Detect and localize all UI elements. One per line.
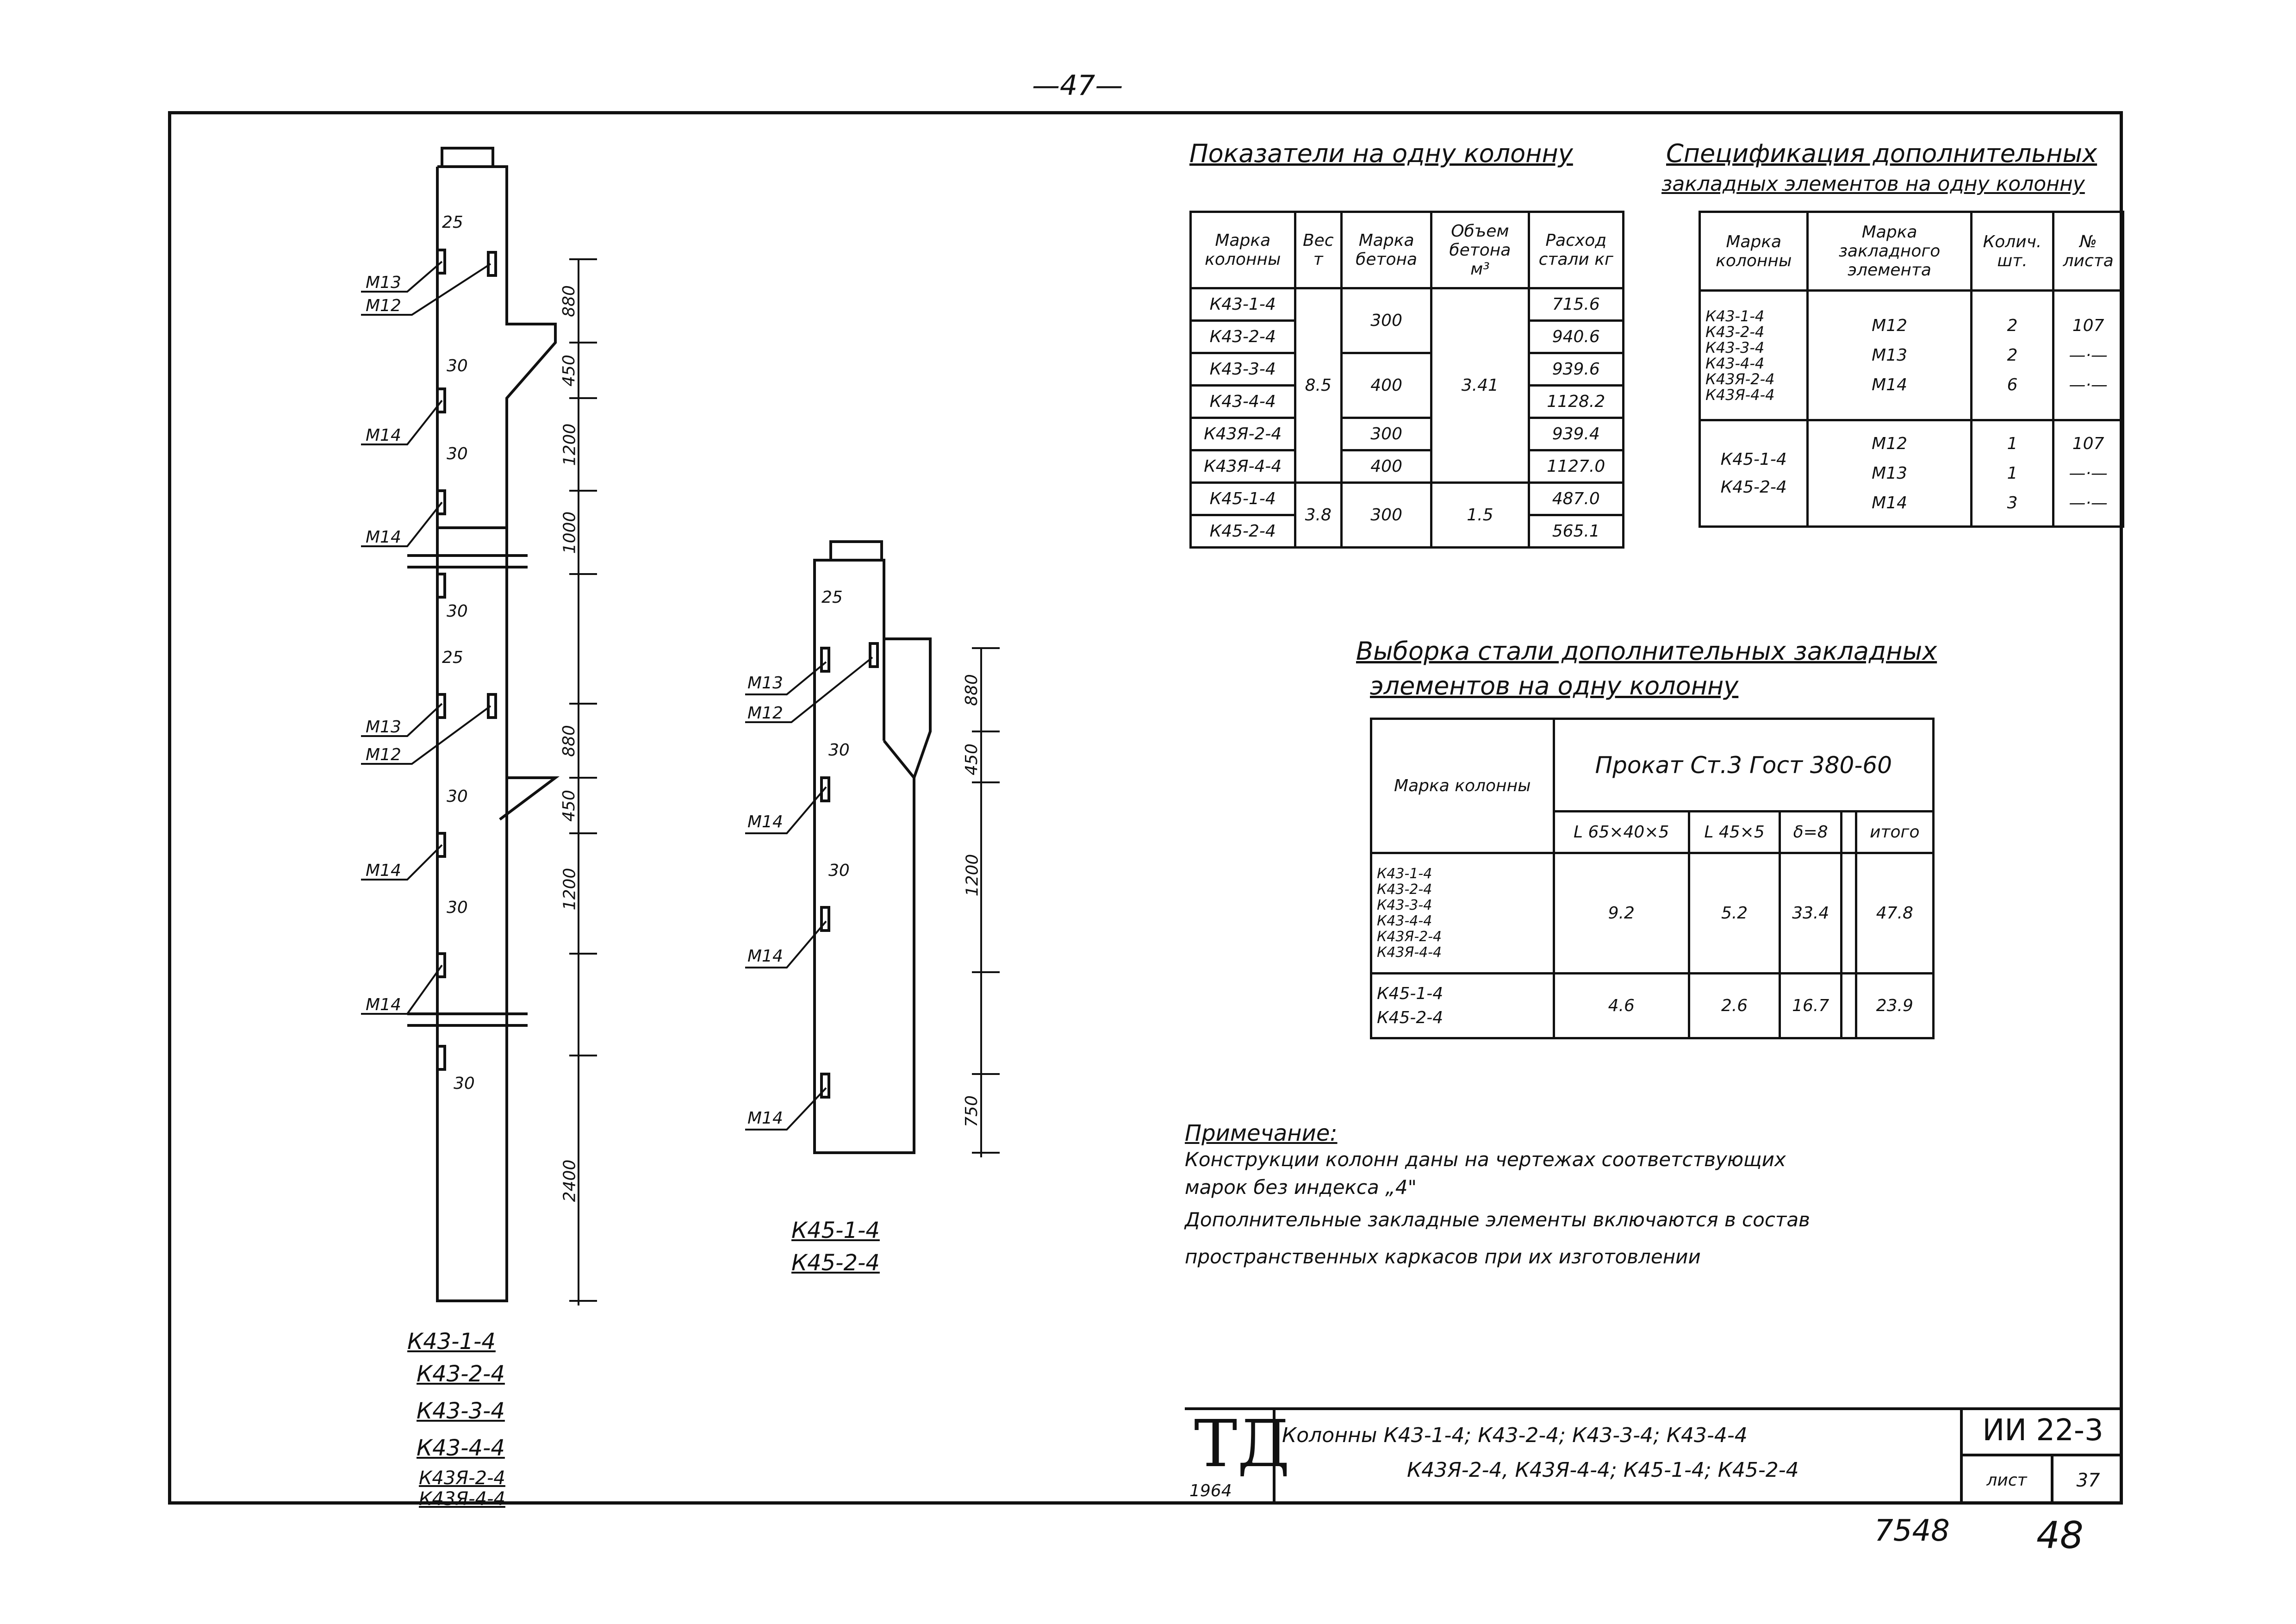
table-cell: 8.5: [1295, 288, 1342, 483]
spacing: 25: [442, 213, 463, 232]
dim: 450: [559, 790, 579, 822]
table-cell: 1: [2007, 434, 2018, 453]
label-m13: М13: [366, 273, 401, 292]
table-cell: 2: [2007, 316, 2018, 335]
mark-item: К43Я-2-4: [1377, 928, 1442, 945]
table-cell: 1127.0: [1529, 450, 1624, 483]
stamp-year: 1964: [1189, 1481, 1232, 1500]
table-cell: [1842, 974, 1856, 1038]
table-cell: 2: [2007, 345, 2018, 365]
left-column-cap: [442, 148, 493, 167]
table-cell: М12: [1872, 434, 1908, 453]
header-cell: Вес т: [1295, 212, 1342, 288]
mark-label: К43-3-4: [417, 1398, 505, 1424]
dim: 880: [559, 725, 579, 757]
table-cell: [1842, 853, 1856, 974]
mark-item: К43Я-4-4: [1705, 386, 1775, 404]
spec-title-2: закладных элементов на одну колонну: [1661, 172, 2085, 196]
table-cell: 300: [1342, 418, 1431, 450]
indicators-table: [1189, 211, 1624, 549]
spacing: 30: [828, 741, 850, 760]
table-cell: 1: [2007, 463, 2018, 483]
dim: 1200: [963, 854, 982, 897]
table-cell: М13: [1872, 463, 1908, 483]
header-cell: Расход стали кг: [1529, 212, 1624, 288]
table-cell: 4.6: [1554, 974, 1689, 1038]
table-cell: 33.4: [1780, 853, 1842, 974]
dim: 1200: [560, 868, 579, 911]
spacing: 30: [447, 602, 468, 621]
table-cell: 9.2: [1554, 853, 1689, 974]
note-title: Примечание:: [1185, 1120, 1338, 1146]
dim: 880: [962, 674, 981, 706]
spacing: 30: [447, 444, 468, 463]
spacing: 25: [821, 588, 843, 607]
footer-right-number: 48: [2036, 1514, 2084, 1557]
left-column-body: [437, 167, 555, 1301]
header-cell: Марка колонны: [1700, 212, 1808, 291]
table-cell: 107: [2072, 434, 2104, 453]
mark-item: К43-4-4: [1377, 912, 1432, 929]
steel-title-2: элементов на одну колонну: [1370, 671, 1739, 700]
table-cell: 5.2: [1689, 853, 1780, 974]
dim: 2400: [560, 1159, 579, 1202]
mark-label: К43Я-2-4: [419, 1468, 505, 1489]
mark-label: К43-1-4: [407, 1329, 496, 1355]
spacing: 30: [447, 898, 468, 917]
footer-left-number: 7548: [1874, 1514, 1950, 1548]
table-cell: 16.7: [1780, 974, 1842, 1038]
dim: 880: [559, 285, 579, 317]
header-cell: Марка колонны: [1191, 212, 1295, 288]
table-cell: М12: [1872, 316, 1908, 335]
spacing: 30: [447, 356, 468, 375]
table-cell: 23.9: [1856, 974, 1933, 1038]
label-m14: М14: [747, 812, 783, 831]
stamp-title-2: К43Я-2-4, К43Я-4-4; К45-1-4; К45-2-4: [1407, 1458, 1799, 1482]
table-cell: 2.6: [1689, 974, 1780, 1038]
table-cell: К45-2-4: [1191, 515, 1295, 548]
stamp-code-box: [1960, 1407, 2123, 1505]
table-cell: М14: [1872, 375, 1908, 394]
dim: 450: [962, 743, 981, 775]
mark-label: К45-2-4: [791, 1250, 880, 1276]
mark-label: К43-2-4: [417, 1361, 505, 1387]
mark-item: К43-1-4: [1377, 865, 1432, 882]
spacing: 30: [828, 861, 850, 880]
stamp-title-1: Колонны К43-1-4; К43-2-4; К43-3-4; К43-4-4: [1282, 1424, 1748, 1447]
note-line: Дополнительные закладные элементы включаются в состав: [1185, 1208, 1810, 1231]
label-m13: М13: [366, 718, 401, 737]
header-cell: Колич. шт.: [1971, 212, 2053, 291]
table-cell: 565.1: [1529, 515, 1624, 548]
table-cell: —·—: [2069, 463, 2108, 483]
note-line: Конструкции колонн даны на чертежах соответствующих: [1185, 1148, 1786, 1171]
label-m14: М14: [366, 426, 401, 445]
label-m14: М14: [366, 995, 401, 1014]
header-cell: Марка колонны: [1371, 719, 1554, 853]
mark-item: К45-2-4: [1720, 477, 1787, 497]
label-m12: М12: [366, 296, 401, 315]
table-cell: К43Я-2-4: [1191, 418, 1295, 450]
table-cell: 3.8: [1295, 483, 1342, 548]
mark-item: К43-4-4: [1705, 354, 1765, 372]
steel-title-1: Выборка стали дополнительных закладных: [1356, 637, 1937, 666]
table-cell: 300: [1342, 483, 1431, 548]
table-cell: 400: [1342, 450, 1431, 483]
td-logo: [1185, 1406, 1290, 1505]
mark-item: К45-1-4: [1377, 984, 1444, 1003]
table-cell: 300: [1342, 288, 1431, 353]
label-m12: М12: [747, 704, 783, 723]
table-cell: К43Я-4-4: [1191, 450, 1295, 483]
sheet-label: лист: [1963, 1456, 2053, 1505]
stamp-code: ИИ 22-3: [1963, 1407, 2123, 1456]
header-cell: δ=8: [1780, 812, 1842, 853]
table-cell: 47.8: [1856, 853, 1933, 974]
label-m14: М14: [366, 861, 401, 880]
note-line: пространственных каркасов при их изготовлении: [1185, 1245, 1701, 1268]
header-cell: [1842, 812, 1856, 853]
table-cell: К43-4-4: [1191, 386, 1295, 418]
mark-item: К43-3-4: [1377, 897, 1432, 913]
table-cell: 940.6: [1529, 321, 1624, 353]
label-m14: М14: [747, 947, 783, 966]
table-cell: К43-3-4: [1191, 353, 1295, 386]
spec-title-1: Спецификация дополнительных: [1666, 139, 2097, 168]
mark-item: К45-2-4: [1377, 1008, 1444, 1027]
table-cell: 1128.2: [1529, 386, 1624, 418]
table-cell: М14: [1872, 493, 1908, 512]
indicators-title: Показатели на одну колонну: [1189, 139, 1573, 168]
spec-table: [1699, 211, 2124, 528]
mark-label: К43Я-4-4: [419, 1488, 505, 1510]
spacing: 30: [454, 1074, 475, 1093]
mark-label: К45-1-4: [791, 1218, 880, 1243]
header-cell: Марка закладного элемента: [1808, 212, 1971, 291]
header-cell: L 45×5: [1689, 812, 1780, 853]
label-m14: М14: [366, 528, 401, 547]
table-cell: К45-1-4: [1191, 483, 1295, 515]
note-line: марок без индекса „4": [1185, 1176, 1417, 1199]
label-m12: М12: [366, 745, 401, 764]
mark-item: К43Я-2-4: [1705, 370, 1775, 388]
table-cell: 3.41: [1431, 288, 1529, 483]
header-cell: № листа: [2053, 212, 2123, 291]
logo-text: ТД: [1194, 1406, 1290, 1482]
page-number: —47—: [1032, 69, 1123, 102]
table-cell: 939.6: [1529, 353, 1624, 386]
table-cell: 107: [2072, 316, 2104, 335]
spacing: 25: [442, 648, 463, 667]
mark-item: К43-3-4: [1705, 338, 1765, 356]
label-m13: М13: [747, 674, 783, 693]
dim: 1000: [560, 511, 579, 554]
dim: 450: [559, 355, 579, 387]
dim: 1200: [560, 423, 579, 466]
table-cell: —·—: [2069, 493, 2108, 512]
header-cell: L 65×40×5: [1554, 812, 1689, 853]
table-cell: 939.4: [1529, 418, 1624, 450]
steel-table: [1370, 718, 1935, 1039]
mark-item: К43Я-4-4: [1377, 944, 1442, 961]
table-cell: 6: [2007, 375, 2018, 394]
table-cell: —·—: [2069, 375, 2108, 394]
dim: 750: [962, 1095, 981, 1127]
table-cell: —·—: [2069, 345, 2108, 365]
mark-item: К43-2-4: [1377, 881, 1432, 898]
table-cell: 1.5: [1431, 483, 1529, 548]
table-cell: К43-2-4: [1191, 321, 1295, 353]
table-cell: 400: [1342, 353, 1431, 418]
header-cell: Прокат Ст.3 Гост 380-60: [1554, 719, 1933, 812]
table-cell: К43-1-4: [1191, 288, 1295, 321]
mark-item: К43-2-4: [1705, 323, 1765, 341]
spacing: 30: [447, 787, 468, 806]
table-cell: М13: [1872, 345, 1908, 365]
table-cell: 487.0: [1529, 483, 1624, 515]
header-cell: Марка бетона: [1342, 212, 1431, 288]
mark-label: К43-4-4: [417, 1435, 505, 1461]
sheet-number: 37: [2076, 1470, 2100, 1491]
table-cell: 3: [2007, 493, 2018, 512]
mark-item: К45-1-4: [1720, 450, 1787, 469]
mark-item: К43-1-4: [1705, 307, 1765, 325]
table-cell: 715.6: [1529, 288, 1624, 321]
label-m14: М14: [747, 1109, 783, 1128]
header-cell: итого: [1856, 812, 1933, 853]
header-cell: Объем бетона м³: [1431, 212, 1529, 288]
